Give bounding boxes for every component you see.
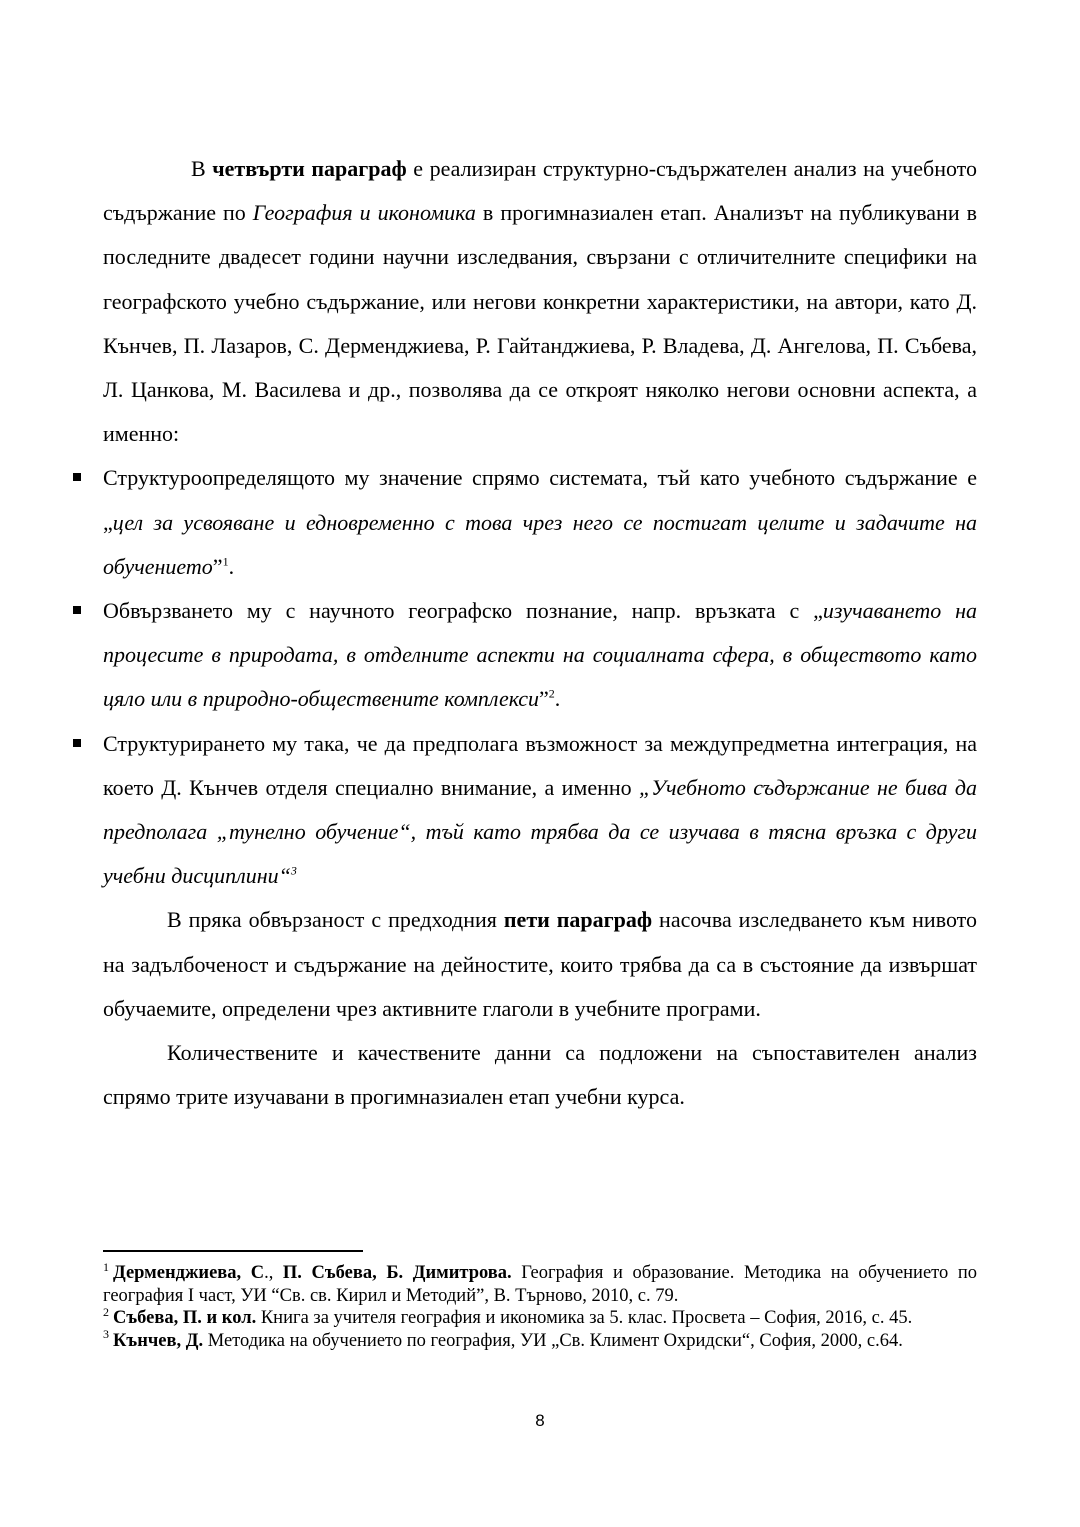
bold-term: четвърти параграф: [212, 156, 407, 181]
list-item: Обвързването му с научното географско познание, напр. връзката с „изучаването на процесите в природата, в отделните аспекти на социалната сфера, в обществото като цяло или в природно-обществените комплекси”$^2$.: [103, 589, 977, 722]
italic-subject: География и икономика: [252, 200, 476, 226]
footnotes: [103, 1259, 977, 1352]
footnote-separator: [103, 1250, 363, 1252]
footnote-ref[interactable]: 3: [290, 863, 297, 878]
bold-term: пети параграф: [503, 907, 653, 933]
page-number: 8: [535, 1411, 545, 1430]
footnote-ref[interactable]: 1: [222, 554, 229, 569]
text: е реализиран структурно-съдържателен анализ на учебното съдържание по: [103, 156, 977, 226]
footnote-3: $^3$ Кънчев, Д. Методика на обучението по география, УИ „Св. Климент Охридски“, София, 2000, с.64.: [103, 1327, 903, 1351]
text: в прогимназиален етап. Анализът на публикувани в последните двадесет години научни изследвания, свързани с отличителните специфики на географското учебно съдържание, или негови конкретни характеристики, на автори, като Д. Кънчев, П. Лазаров, С. Дерменджиева, Р. Гайтанджиева, Р. Владева, Д. Ангелова, П. Събева, Л. Цанкова, М. Василева и др., позволява да се откроят няколко негови основни аспекта, а именно:: [103, 200, 978, 447]
italic-quote: „Учебното съдържание не бива да предполага „тунелно обучение“, тъй като трябва да се изучава в тясна връзка с други учебни дисциплини“: [103, 774, 977, 889]
paragraph-comparative-analysis: Количествените и качествените данни са подложени на съпоставителен анализ спрямо трите изучавани в прогимназиален етап учебни курса.: [103, 1040, 977, 1110]
footnote-ref[interactable]: 2: [548, 687, 555, 702]
list-item: Структуроопределящото му значение спрямо системата, тъй като учебното съдържание е „цел за усвояване и едновременно с това чрез него се постигат целите и задачите на обучението”$^1$.: [103, 456, 977, 589]
italic-quote: изучаването на процесите в природата, в отделните аспекти на социалната сфера, в обществото като цяло или в природно-обществените комплекси: [103, 598, 977, 712]
list-item: Структурирането му така, че да предполага възможност за междупредметна интеграция, на което Д. Кънчев отделя специално внимание, а именно „Учебното съдържание не бива да предполага „тунелно обучение“, тъй като трябва да се изучава в тясна връзка с други учебни дисциплини“$^3$: [103, 722, 977, 899]
text: В: [191, 156, 213, 181]
italic-quote: цел за усвояване и едновременно с това чрез него се постигат целите и задачите на обучението: [103, 509, 977, 579]
aspects-list: [103, 456, 977, 898]
paragraph-fifth-section: В пряка обвързаност с предходния пети параграф насочва изследването към нивото на задълбоченост и съдържание на дейностите, които трябва да са в състояние да извършат обучаемите, определени чрез активните глаголи в учебните програми.: [103, 907, 977, 1021]
paragraph-fourth-section: [103, 147, 977, 456]
footnote-1: $^1$ Дерменджиева, С., П. Събева, Б. Димитрова. География и образование. Методика на обучението по география І част, УИ “Св. св. Кирил и Методий”, В. Търново, 2010, с. 79.: [103, 1259, 977, 1306]
footnote-2: $^2$ Събева, П. и кол. Книга за учителя география и икономика за 5. клас. Просвета – София, 2016, с. 45.: [103, 1304, 913, 1328]
body-text: [103, 147, 977, 1119]
